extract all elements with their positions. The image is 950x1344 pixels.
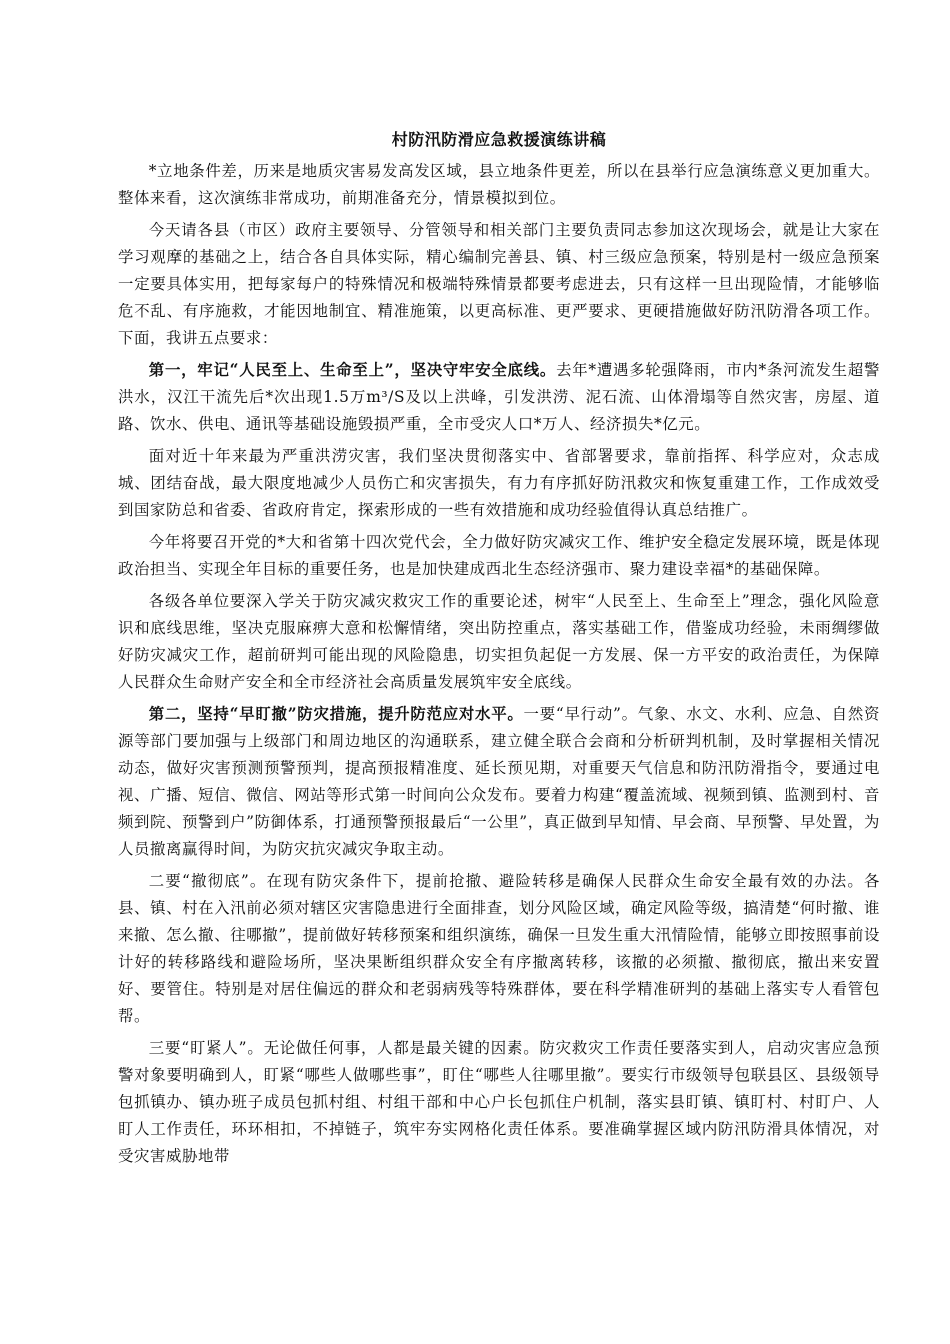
paragraph-6 — [118, 588, 880, 696]
paragraph-text: 今年将要召开党的*大和省第十四次党代会，全力做好防灾减灾工作、维护安全稳定发展环境，既是体现政治担当、实现全年目标的重要任务，也是加快建成西北生态经济强市、聚力建设幸福*的基础保障。 — [118, 533, 880, 578]
paragraph-9 — [118, 1035, 880, 1170]
section-heading-1: 第一，牢记“人民至上、生命至上”，坚决守牢安全底线。 — [148, 361, 557, 379]
paragraph-7 — [118, 701, 880, 863]
paragraph-4 — [118, 443, 880, 524]
paragraph-2 — [118, 217, 880, 352]
paragraph-text: 各级各单位要深入学关于防灾减灾救灾工作的重要论述，树牢“人民至上、生命至上”理念，强化风险意识和底线思维，坚决克服麻痹大意和松懈情绪，突出防控重点，落实基础工作，借鉴成功经验，未雨绸缪做好防灾减灾工作，超前研判可能出现的风险隐患，切实担负起促一方发展、保一方平安的政治责任，为保障人民群众生命财产安全和全市经济社会高质量发展筑牢安全底线。 — [118, 592, 880, 691]
paragraph-text: 二要“撤彻底”。在现有防灾条件下，提前抢撤、避险转移是确保人民群众生命安全最有效的办法。各县、镇、村在入汛前必须对辖区灾害隐患进行全面排查，划分风险区域，确定风险等级，搞清楚“何时撤、谁来撤、怎么撤、往哪撤”，提前做好转移预案和组织演练，确保一旦发生重大汛情险情，能够立即按照事前设计好的转移路线和避险场所，坚决果断组织群众安全有序撤离转移，该撤的必须撤、撤彻底，撤出来安置好、要管住。特别是对居住偏远的群众和老弱病残等特殊群体，要在科学精准研判的基础上落实专人看管包帮。 — [118, 872, 880, 1025]
paragraph-text: 今天请各县（市区）政府主要领导、分管领导和相关部门主要负责同志参加这次现场会，就是让大家在学习观摩的基础之上，结合各自具体实际，精心编制完善县、镇、村三级应急预案，特别是村一级应急预案一定要具体实用，把每家每户的特殊情况和极端特殊情景都要考虑进去，只有这样一旦出现险情，才能够临危不乱、有序施救，才能因地制宜、精准施策，以更高标准、更严要求、更硬措施做好防汛防滑各项工作。下面，我讲五点要求： — [118, 221, 880, 347]
paragraph-text: 三要“盯紧人”。无论做任何事，人都是最关键的因素。防灾救灾工作责任要落实到人，启动灾害应急预警对象要明确到人，盯紧“哪些人做哪些事”，盯住“哪些人往哪里撤”。要实行市级领导包联县区、县级领导包抓镇办、镇办班子成员包抓村组、村组干部和中心户长包抓住户机制，落实县盯镇、镇盯村、村盯户、人盯人工作责任，环环相扣，不掉链子，筑牢夯实网格化责任体系。要准确掌握区域内防汛防滑具体情况，对受灾害威胁地带 — [118, 1039, 880, 1165]
paragraph-text: 去年*遭遇多轮强降雨，市内*条河流发生超警洪水，汉江干流先后*次出现1.5万m³/S及以上洪峰，引发洪涝、泥石流、山体滑塌等自然灾害，房屋、道路、饮水、供电、通讯等基础设施毁损严重，全市受灾人口*万人、经济损失*亿元。 — [118, 361, 880, 433]
paragraph-text: 一要“早行动”。气象、水文、水利、应急、自然资源等部门要加强与上级部门和周边地区的沟通联系，建立健全联合会商和分析研判机制，及时掌握相关情况动态，做好灾害预测预警预判，提高预报精准度、延长预见期，对重要天气信息和防汛防滑指令，要通过电视、广播、短信、微信、网站等形式第一时间向公众发布。要着力构建“覆盖流域、视频到镇、监测到村、音频到院、预警到户”防御体系，打通预警预报最后“一公里”，真正做到早知情、早会商、早预警、早处置，为人员撤离赢得时间，为防灾抗灾减灾争取主动。 — [118, 705, 880, 858]
document-page — [118, 128, 880, 1175]
document-title: 村防汛防滑应急救援演练讲稿 — [391, 130, 607, 149]
paragraph-text: *立地条件差，历来是地质灾害易发高发区域，县立地条件更差，所以在县举行应急演练意义更加重大。整体来看，这次演练非常成功，前期准备充分，情景模拟到位。 — [118, 162, 880, 207]
paragraph-5 — [118, 529, 880, 583]
paragraph-8 — [118, 868, 880, 1030]
paragraph-3 — [118, 357, 880, 438]
section-heading-2: 第二，坚持“早盯撤”防灾措施，提升防范应对水平。 — [148, 705, 524, 723]
paragraph-1 — [118, 158, 880, 212]
paragraph-text: 面对近十年来最为严重洪涝灾害，我们坚决贯彻落实中、省部署要求，靠前指挥、科学应对，众志成城、团结奋战，最大限度地减少人员伤亡和灾害损失，有力有序抓好防汛救灾和恢复重建工作，工作成效受到国家防总和省委、省政府肯定，探索形成的一些有效措施和成功经验值得认真总结推广。 — [118, 447, 880, 519]
